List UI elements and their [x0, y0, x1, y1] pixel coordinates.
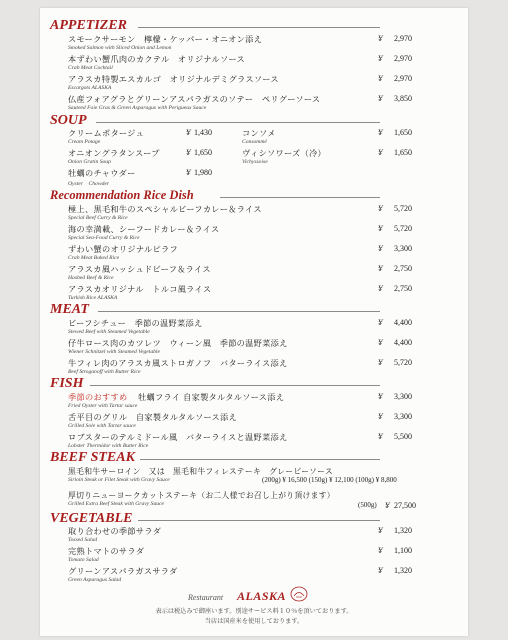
section-rule: [138, 27, 380, 28]
menu-item-english: Special Beef Curry & Rice: [68, 215, 128, 221]
menu-item-english: Escargots ALASKA: [68, 85, 112, 91]
menu-item-english: Tomato Salad: [68, 557, 99, 563]
menu-item-price: 3,850: [394, 94, 412, 103]
menu-item-price: 2,970: [394, 54, 412, 63]
menu-item-name: 牡蠣フライ 自家製タルタルソース添え: [138, 392, 285, 402]
restaurant-name: ALASKA: [237, 589, 287, 603]
section-title-fish: FISH: [50, 376, 84, 391]
menu-item-name: グリーンアスパラガスサラダ: [68, 566, 178, 576]
section-title-beef-steak: BEEF STEAK: [50, 450, 135, 465]
menu-item-name: ずわい蟹のオリジナルピラフ: [68, 244, 178, 254]
section-rule: [98, 311, 380, 312]
menu-item-name: スモークサーモン 檸檬・ケッパー・オニオン添え: [68, 34, 263, 44]
menu-item-english: Vichyssoise: [242, 159, 268, 165]
section-rule: [96, 122, 380, 123]
menu-item-price: 1,320: [394, 566, 412, 575]
menu-item-price: 27,500: [394, 501, 416, 510]
menu-item-name: アラスカオリジナル トルコ風ライス: [68, 284, 212, 294]
menu-item-price: 4,400: [394, 338, 412, 347]
menu-item-name: クリームポタージュ: [68, 128, 145, 138]
yen-sign: ¥: [378, 94, 383, 103]
yen-sign: ¥: [378, 128, 383, 137]
yen-sign: ¥: [378, 338, 383, 347]
menu-item-name: アラスカ特製エスカルゴ オリジナルデミグラスソース: [68, 74, 279, 84]
menu-item-english: Hashed Beef & Rice: [68, 275, 114, 281]
menu-page: [40, 8, 468, 636]
menu-item-english: Fried Oyster with Tartar sauce: [68, 403, 138, 409]
menu-item-price: 2,750: [394, 264, 412, 273]
menu-item-name: 完熟トマトのサラダ: [68, 546, 145, 556]
menu-item-english: Stewed Beef with Steamed Vegetable: [68, 329, 150, 335]
yen-sign: ¥: [186, 168, 191, 177]
yen-sign: ¥: [385, 501, 390, 510]
menu-item-english: Tossed Salad: [68, 537, 98, 543]
section-rule: [220, 197, 380, 198]
menu-item-name: 極上、黒毛和牛のスペシャルビーフカレー＆ライス: [68, 204, 262, 214]
yen-sign: ¥: [378, 318, 383, 327]
section-title-rice: Recommendation Rice Dish: [50, 188, 194, 202]
menu-item-name: 牛フィレ肉のアラスカ風ストロガノフ バターライス添え: [68, 358, 288, 368]
yen-sign: ¥: [378, 358, 383, 367]
menu-item-price-options: (200g) ¥ 16,500 (150g) ¥ 12,100 (100g) ¥ 8,800: [262, 476, 397, 484]
seasonal-recommendation-label: 季節のおすすめ: [68, 392, 128, 402]
menu-item-price: 5,500: [394, 432, 412, 441]
yen-sign: ¥: [378, 34, 383, 43]
menu-item-name: アラスカ風ハッシュドビーフ＆ライス: [68, 264, 211, 274]
menu-item-price: 1,320: [394, 526, 412, 535]
yen-sign: ¥: [378, 204, 383, 213]
menu-item-price: 4,400: [394, 318, 412, 327]
section-title-appetizer: APPETIZER: [50, 18, 128, 33]
yen-sign: ¥: [186, 128, 191, 137]
section-rule: [90, 385, 380, 386]
yen-sign: ¥: [378, 148, 383, 157]
menu-item-price: 1,980: [194, 168, 212, 177]
yen-sign: ¥: [378, 74, 383, 83]
yen-sign: ¥: [378, 526, 383, 535]
menu-item-name: コンソメ: [242, 128, 276, 138]
menu-item-name: 海の幸満載、シーフードカレー＆ライス: [68, 224, 220, 234]
menu-item-english: Crab Meat Baked Rice: [68, 255, 120, 261]
menu-item-english: Green Asparagus Salad: [68, 577, 122, 583]
menu-item-english: Grilled Extra Beef Steak with Gravy Sauce: [68, 501, 164, 507]
menu-item-name: オニオングラタンスープ: [68, 148, 160, 158]
yen-sign: ¥: [378, 432, 383, 441]
menu-item-english: Grilled Sole with Tartar sauce: [68, 423, 136, 429]
menu-item-price: 2,970: [394, 74, 412, 83]
menu-item-price: 2,750: [394, 284, 412, 293]
menu-item-price: 3,300: [394, 392, 412, 401]
menu-item-price: 1,650: [194, 148, 212, 157]
section-title-meat: MEAT: [50, 302, 89, 317]
menu-item-english: Beef Stroganoff with Butter Rice: [68, 369, 141, 375]
yen-sign: ¥: [378, 284, 383, 293]
section-title-soup: SOUP: [50, 113, 87, 128]
menu-item-price: 1,650: [394, 148, 412, 157]
yen-sign: ¥: [378, 546, 383, 555]
yen-sign: ¥: [378, 224, 383, 233]
menu-item-english: Special Sea-Food Curry & Rice: [68, 235, 140, 241]
menu-item-name: 仔牛ロース肉のカツレツ ウィーン風 季節の温野菜添え: [68, 338, 288, 348]
menu-item-price: 5,720: [394, 224, 412, 233]
section-title-vegetable: VEGETABLE: [50, 511, 133, 526]
menu-item-english: Sauteed Foie Gras & Green Asparagus with Perigueux Sauce: [68, 105, 207, 111]
menu-item-price: 3,300: [394, 412, 412, 421]
menu-item-english: Turkish Rice ALASKA: [68, 295, 118, 301]
menu-item-name: 舌平目のグリル 自家製タルタルソース添え: [68, 412, 238, 422]
yen-sign: ¥: [378, 412, 383, 421]
menu-item-price: 5,720: [394, 204, 412, 213]
footer-tax-note: 表示は税込みで御座います。別途サービス料１０％を頂いております。: [155, 608, 353, 615]
menu-item-price: 1,100: [394, 546, 412, 555]
menu-item-name: 黒毛和牛サーロイン 又は 黒毛和牛フィレステーキ グレービーソース: [68, 467, 333, 476]
menu-item-english: Lobster Thermidor with Butter Rice: [68, 443, 149, 449]
menu-item-name: 取り合わせの季節サラダ: [68, 526, 162, 536]
crest-icon: [290, 586, 308, 602]
menu-item-name: ヴィシソワーズ（冷）: [242, 148, 326, 158]
menu-item-english: Oyster Chowder: [68, 181, 110, 187]
menu-item-english: Consommé: [242, 139, 267, 145]
yen-sign: ¥: [378, 244, 383, 253]
menu-item-price: 5,720: [394, 358, 412, 367]
menu-item-name: 厚切りニューヨークカットステーキ（お二人様でお召し上がり頂けます）: [68, 491, 335, 500]
yen-sign: ¥: [378, 264, 383, 273]
menu-item-quantity: (500g): [358, 501, 377, 509]
yen-sign: ¥: [378, 392, 383, 401]
menu-item-price: 3,300: [394, 244, 412, 253]
section-rule: [140, 459, 380, 460]
menu-item-price: 1,430: [194, 128, 212, 137]
yen-sign: ¥: [186, 148, 191, 157]
section-rule: [138, 520, 380, 521]
menu-item-price: 2,970: [394, 34, 412, 43]
yen-sign: ¥: [378, 566, 383, 575]
menu-item-english: Wiener Schnitzel with Steamed Vegetable: [68, 349, 160, 355]
yen-sign: ¥: [378, 54, 383, 63]
menu-item-name: 仏産フォアグラとグリーンアスパラガスのソテー ペリグーソース: [68, 94, 321, 104]
menu-item-english: Smoked Salmon with Sliced Onion and Lemon: [68, 45, 172, 51]
menu-item-name: 本ずわい蟹爪肉のカクテル オリジナルソース: [68, 54, 246, 64]
menu-item-english: Sirloin Steak or Filet Steak with Gravy Sauce: [68, 477, 170, 483]
menu-item-price: 1,650: [394, 128, 412, 137]
menu-item-english: Cream Potage: [68, 139, 101, 145]
menu-item-name: ビーフシチュー 季節の温野菜添え: [68, 318, 203, 328]
menu-item-name: 牡蠣のチャウダー: [68, 168, 136, 178]
menu-item-name: ロブスターのテルミドール風 バターライスと温野菜添え: [68, 432, 288, 442]
menu-item-english: Onion Gratin Soup: [68, 159, 111, 165]
menu-item-english: Crab Meat Cocktail: [68, 65, 113, 71]
restaurant-label: Restaurant: [188, 593, 224, 602]
footer-rice-note: 当店は国産米を使用しております。: [204, 618, 304, 625]
